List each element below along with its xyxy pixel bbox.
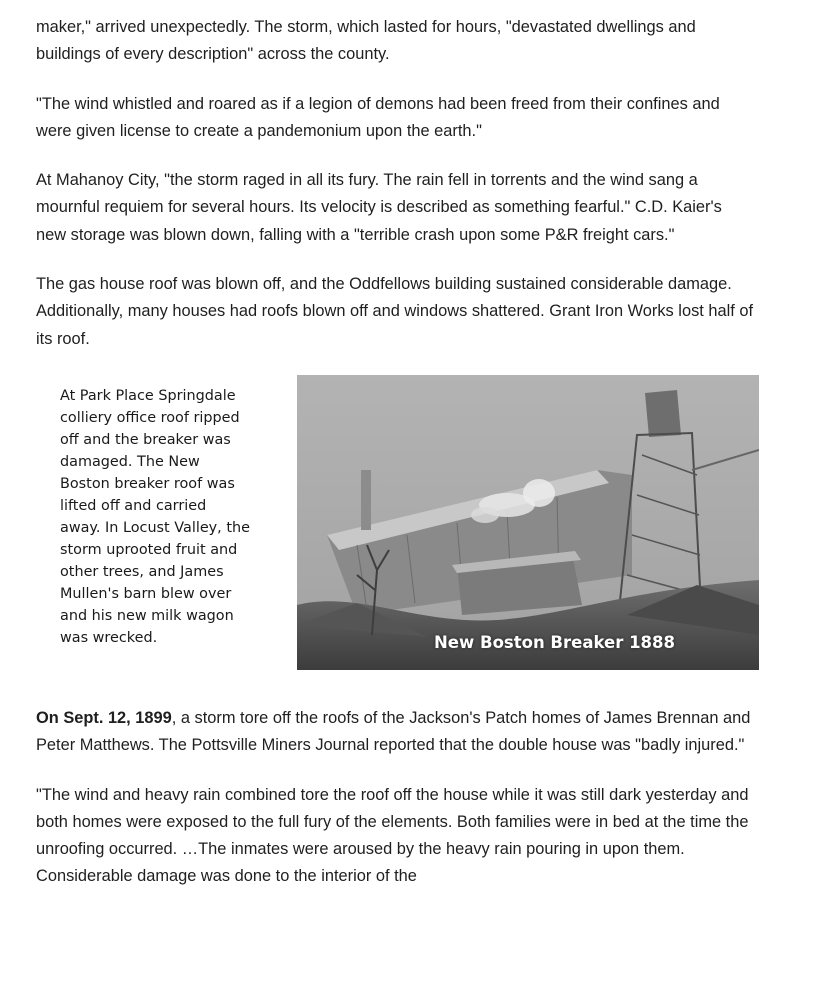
photo-caption-overlay: New Boston Breaker 1888 (434, 632, 675, 652)
paragraph-storm-intro: maker," arrived unexpectedly. The storm, which lasted for hours, "devastated dwellings and buildings of every description" across the county. (36, 18, 696, 64)
breaker-photo-illustration (297, 375, 759, 670)
paragraph-wind-rain-quote: "The wind and heavy rain combined tore the roof off the house while it was still dark yesterday and both homes were exposed to the full fury of the elements. Both families were in bed at the time the unroofing occurred. …The inmates were aroused by the heavy rain pouring in upon them. Considerable damage was done to the interior of the (36, 785, 749, 886)
breaker-photo (297, 375, 759, 670)
paragraph-wind-quote: "The wind whistled and roared as if a legion of demons had been freed from their confines and were given license to create a pandemonium upon the earth." (36, 94, 720, 140)
paragraph-sept-1899 (36, 705, 756, 760)
paragraph-date-lead: On Sept. 12, 1899 (36, 708, 172, 727)
paragraph-sept-1899-text: , a storm tore off the roofs of the Jackson's Patch homes of James Brennan and Peter Matthews. The Pottsville Miners Journal reported that the double house was "badly injured." (36, 708, 751, 755)
article-body (36, 14, 756, 913)
paragraph-gas-house: The gas house roof was blown off, and the Oddfellows building sustained considerable damage. Additionally, many houses had roofs blown off and windows shattered. Grant Iron Works lost half of its roof. (36, 275, 754, 348)
figure-new-boston-breaker (36, 375, 756, 671)
paragraph-mahanoy-city: At Mahanoy City, "the storm raged in all its fury. The rain fell in torrents and the wind sang a mournful requiem for several hours. Its velocity is described as something fearful." C.D. Kaier's new storage was blown down, falling with a "terrible crash upon some P&R freight cars." (36, 171, 722, 244)
figure-caption: At Park Place Springdale colliery office roof ripped off and the breaker was damaged. The New Boston breaker roof was lifted off and carried away. In Locust Valley, the storm uprooted fruit and other trees, and James Mullen's barn blew over and his new milk wagon was wrecked. (60, 387, 250, 646)
